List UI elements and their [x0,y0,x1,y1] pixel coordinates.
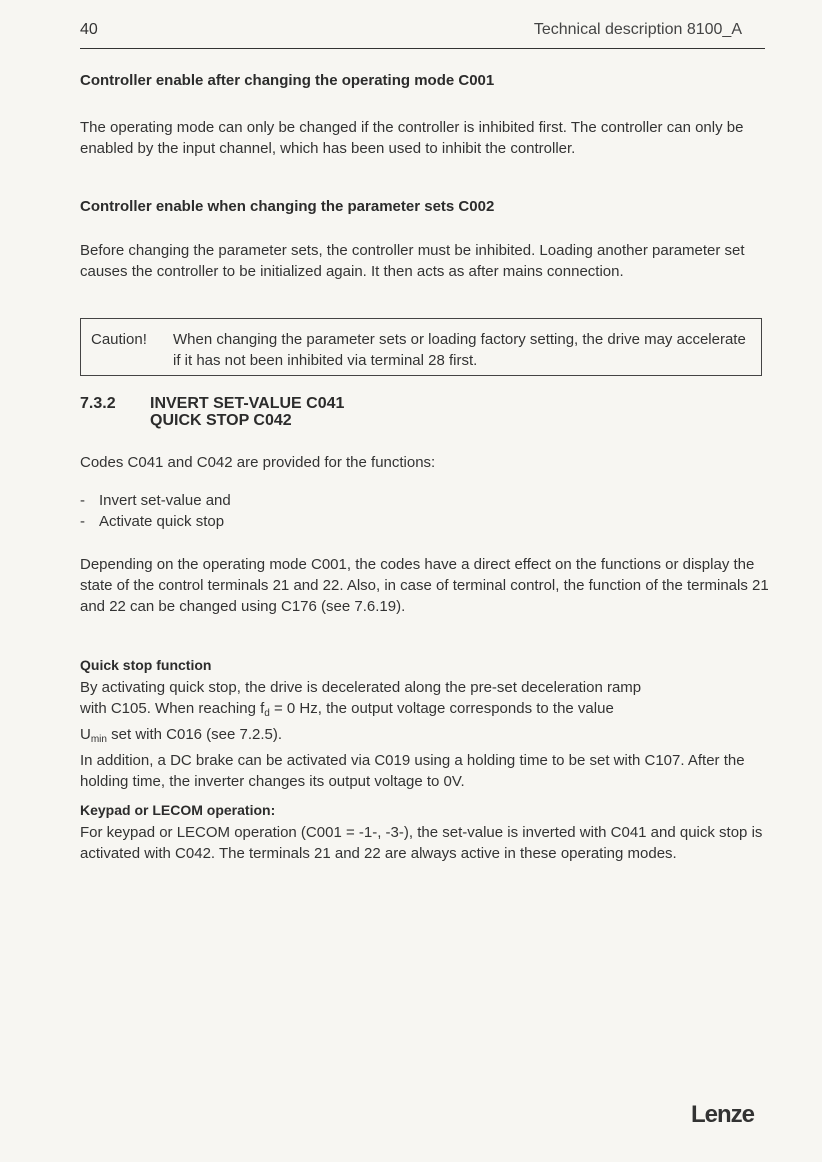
paragraph-quick-stop [80,677,770,792]
list-item [80,511,770,532]
quick-stop-dc-brake: In addition, a DC brake can be activated via C019 using a holding time to be set with C107. After the holding time, the inverter changes its output voltage to 0V. [80,752,745,790]
caution-box [80,318,762,376]
paragraph-c001: The operating mode can only be changed if the controller is inhibited first. The controller can only be enabled by the input channel, which has been used to inhibit the controller. [80,119,744,157]
list-item-text: Activate quick stop [99,513,225,530]
header-rule [80,48,765,49]
list-item [80,490,770,511]
paragraph-operating-mode: Depending on the operating mode C001, the codes have a direct effect on the functions or display the state of the control terminals 21 and 22. Also, in case of terminal control, the function of the terminals 21 and 22 can be changed using C176 (see 7.6.19). [80,556,769,615]
heading-controller-enable-c001: Controller enable after changing the operating mode C001 [80,72,495,89]
section-number: 7.3.2 [80,395,116,412]
caution-text: When changing the parameter sets or loading factory setting, the drive may accelerate if it has not been inhibited via terminal 28 first. [173,331,746,369]
list-dash: - [80,513,85,530]
list-item-text: Invert set-value and [99,492,231,509]
section-title-line2: QUICK STOP C042 [150,412,292,429]
paragraph-keypad-lecom: For keypad or LECOM operation (C001 = -1-, -3-), the set-value is inverted with C041 and quick stop is activated with C042. The terminals 21 and 22 are always active in these operating modes. [80,824,763,862]
function-list [80,490,770,532]
section-title-line1: INVERT SET-VALUE C041 [150,395,345,412]
quick-stop-line1: By activating quick stop, the drive is decelerated along the pre-set deceleration ramp [80,679,642,696]
caution-label: Caution! [91,331,147,348]
quick-stop-line2: with C105. When reaching $f_d = 0$ Hz, the output voltage corresponds to the value [80,700,614,719]
section-intro: Codes C041 and C042 are provided for the functions: [80,454,436,471]
page-number: 40 [80,21,98,38]
heading-controller-enable-c002: Controller enable when changing the parameter sets C002 [80,198,495,215]
lenze-logo: Lenze [690,1101,754,1128]
list-dash: - [80,492,85,509]
quick-stop-line3: $U_{min}$ set with C016 (see 7.2.5). [80,726,283,745]
heading-quick-stop: Quick stop function [80,657,212,673]
running-header-title: Technical description 8100_A [533,21,742,38]
paragraph-c002: Before changing the parameter sets, the controller must be inhibited. Loading another parameter set causes the controller to be initialized again. It then acts as after mains connection. [80,242,745,280]
heading-keypad-lecom: Keypad or LECOM operation: [80,802,276,818]
